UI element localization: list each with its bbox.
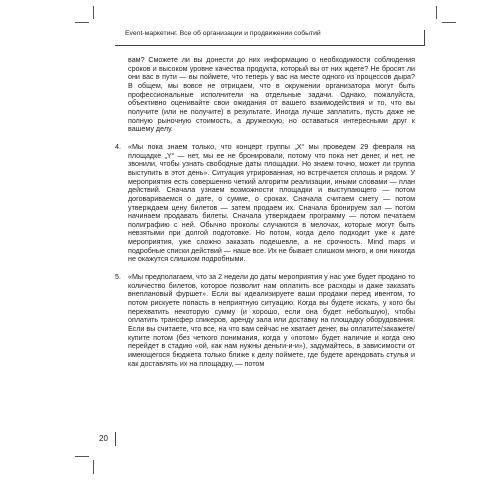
page-body <box>115 56 415 368</box>
crop-mark <box>93 460 94 474</box>
item-text: «Мы предполагаем, что за 2 недели до даты мероприятия у нас уже будет продано то количество билетов, которое позволит нам оплатить все расходы и даже заказать внеплановый фуршет». Если вы идеализируете ваши продажи перед ивентом, то потом рискуете попасть в неприятную ситуацию. Когда вы будете искать, у кого бы перехватить некоторую сумму (и хорошо, если она будет небольшую), чтобы оплатить трансфер спикеров, аренду зала или доставку на площадку оборудования. Если вы считаете, что все, на что вам сейчас не хватает денег, вы оплатите/закажете/купите потом (без четкого понимания, когда у «потом» будет наличие и когда оно перейдет в стадию «ой, как нам нужны деньги-и-и»), задумайтесь, в зависимости от имеющегося бюджета только ближе к делу поймете, где будете арендовать стулья и как доставлять их на площадку, — потом <box>128 273 415 368</box>
running-header: Event-маркетинг. Все об организации и продвижении событий <box>125 30 321 37</box>
list-item <box>115 273 415 368</box>
crop-mark <box>75 456 89 457</box>
crop-mark <box>442 22 456 23</box>
item-text: «Мы пока знаем только, что концерт группы „X“ мы проведем 29 февраля на площадке „Y“ — нет, мы ее не бронировали, потому что пока нет денег, и нет, не звонили, чтобы узнать свободные даты площадки. Но знаем точно, может ли группа выступить в этот день». Ситуация утрированная, но встречается сплошь и рядом. У мероприятия есть совершенно четкий алгоритм реализации, иными словами — план действий. Сначала узнаем возможности площадки и выступающего — потом договариваемся о дате, о сумме, о сроках. Сначала считаем смету — потом утверждаем цену билетов — затем продаем их. Сначала бронируем зал — потом начинаем продавать билеты. Сначала утверждаем программу — потом печатаем полиграфию с ней. Обычно проколы случаются в мелочах, которые могут быть невзятыми при долгой подготовке. Но потом, когда дело подходит уже к дате мероприятия, уже сложно заказать подешевле, а не срочность. Mind maps и подробные списки действий — наше все. Их не бывает слишком много, и они никогда не окажутся слишком подробными. <box>128 142 415 264</box>
footer-rule <box>115 432 116 446</box>
continuation-paragraph: вам? Сможете ли вы донести до них информацию о необходимости соблюдения сроков и высоком уровне качества продукта, который вы от них ждете? Не бросят ли они вас в пути — вы поймете, что теперь у вас на месте одного из процессов дыра? В общем, мы вовсе не отрицаем, что в окружении организатора могут быть профессиональные исполнители на отдельные задачи. Однако, пожалуйста, объективно оценивайте свои ожидания от вашего взаимодействия и то, что вы получите (или не получите) в результате. Иногда лучше заплатить, пусть даже не полную рыночную стоимость, а дружескую, но оставаться интересными друг к вашему делу. <box>128 56 415 134</box>
list-item <box>115 142 415 264</box>
page-number: 20 <box>99 434 108 443</box>
header-side-rule <box>424 30 425 46</box>
crop-mark <box>93 6 94 19</box>
header-rule <box>115 45 425 46</box>
crop-mark <box>436 6 437 19</box>
item-number: 5. <box>115 273 121 282</box>
crop-mark <box>75 22 89 23</box>
item-number: 4. <box>115 142 121 151</box>
